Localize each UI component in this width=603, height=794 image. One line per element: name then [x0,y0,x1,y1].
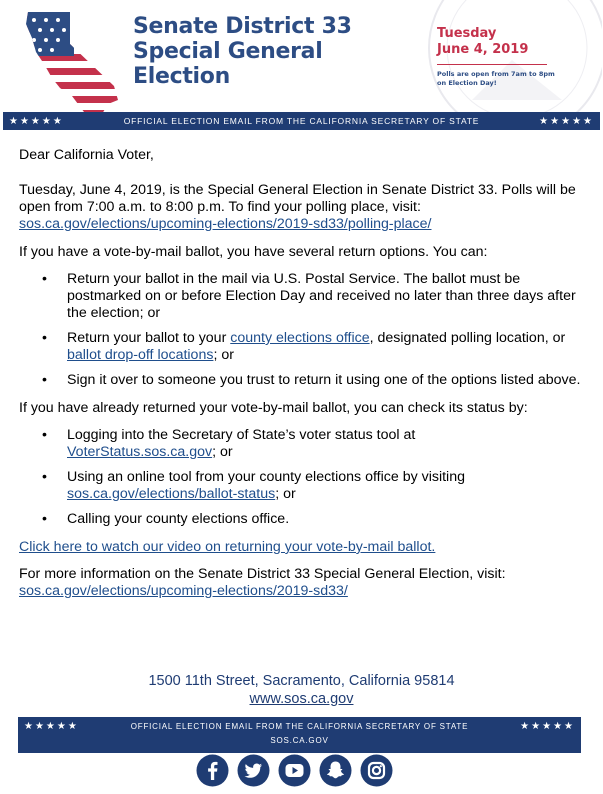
email-body [19,147,584,600]
bullet: • [42,511,47,527]
social-links [196,754,393,787]
facebook-icon[interactable] [196,754,229,787]
election-date: June 4, 2019 [437,42,529,57]
intro-text: Tuesday, June 4, 2019, is the Special General Election in Senate District 33. Polls will be open from 7:00 a.m. to 8:00 p.m. To find your polling place, visit: [19,182,576,215]
intro-paragraph [19,182,584,233]
list-item [19,330,584,364]
california-flag-map-icon [22,8,136,116]
title-line-1: Senate District 33 [133,14,352,39]
sd33-info-link[interactable]: sos.ca.gov/elections/upcoming-elections/2019-sd33/ [19,583,348,599]
polls-note: Polls are open from 7am to 8pm on Election Day! [437,70,555,87]
vbm-intro: If you have a vote-by-mail ballot, you have several return options. You can: [19,244,488,260]
banner-text: OFFICIAL ELECTION EMAIL FROM THE CALIFORNIA SECRETARY OF STATE [123,116,480,126]
bullet: • [42,271,47,287]
election-day: Tuesday [437,26,497,41]
polling-place-link[interactable]: sos.ca.gov/elections/upcoming-elections/2019-sd33/polling-place/ [19,216,432,232]
mailing-address: 1500 11th Street, Sacramento, California 95814 [148,673,455,689]
website-link[interactable]: www.sos.ca.gov [249,691,354,707]
option-2-post: ; or [213,347,234,363]
greeting: Dear California Voter, [19,147,154,163]
status-1-post: ; or [212,444,233,460]
option-1-text: Return your ballot in the mail via U.S. Postal Service. The ballot must be postmarked on or before Election Day and received no later than three days after the election; or [67,271,576,321]
ballot-drop-off-link[interactable]: ballot drop-off locations [67,347,214,363]
status-options-list [19,427,584,528]
list-item [19,372,584,389]
page-title [133,14,352,89]
return-options-list [19,271,584,389]
footer-stars-right: ★★★★★ [520,721,575,732]
instagram-icon[interactable] [360,754,393,787]
more-info-text: For more information on the Senate District 33 Special General Election, visit: [19,566,506,582]
list-item [19,271,584,322]
twitter-icon[interactable] [237,754,270,787]
list-item [19,469,584,503]
footer-banner-row [24,721,575,732]
option-3-text: Sign it over to someone you trust to return it using one of the options listed above. [67,372,581,388]
date-divider [437,64,547,65]
title-line-3: Election [133,64,230,89]
bullet: • [42,427,47,443]
county-elections-office-link[interactable]: county elections office [230,330,370,346]
official-email-banner [3,112,600,130]
more-info-paragraph [19,566,584,600]
status-2-pre: Using an online tool from your county elections office by visiting [67,469,465,485]
banner-stars-left: ★★★★★ [9,115,64,127]
bullet: • [42,330,47,346]
youtube-icon[interactable] [278,754,311,787]
video-link[interactable]: Click here to watch our video on returning your vote-by-mail ballot. [19,539,436,555]
option-2-pre: Return your ballot to your [67,330,227,346]
footer-banner-sub: SOS.CA.GOV [270,736,329,745]
footer-banner-text: OFFICIAL ELECTION EMAIL FROM THE CALIFORNIA SECRETARY OF STATE [130,722,469,731]
footer-address-block [0,673,603,708]
title-line-2: Special General [133,39,323,64]
option-2-mid: , designated polling location, or [369,330,566,346]
status-1-pre: Logging into the Secretary of State’s voter status tool at [67,427,416,443]
election-date-box [437,26,597,88]
snapchat-icon[interactable] [319,754,352,787]
banner-stars-right: ★★★★★ [539,115,594,127]
list-item [19,427,584,461]
status-3-text: Calling your county elections office. [67,511,290,527]
email-header [0,0,603,112]
list-item [19,511,584,528]
bullet: • [42,469,47,485]
ballot-status-link[interactable]: sos.ca.gov/elections/ballot-status [67,486,276,502]
status-intro: If you have already returned your vote-by-mail ballot, you can check its status by: [19,400,528,416]
status-2-post: ; or [275,486,296,502]
voter-status-link[interactable]: VoterStatus.sos.ca.gov [67,444,213,460]
footer-banner [18,717,581,753]
video-paragraph [19,539,584,556]
bullet: • [42,372,47,388]
footer-stars-left: ★★★★★ [24,721,79,732]
